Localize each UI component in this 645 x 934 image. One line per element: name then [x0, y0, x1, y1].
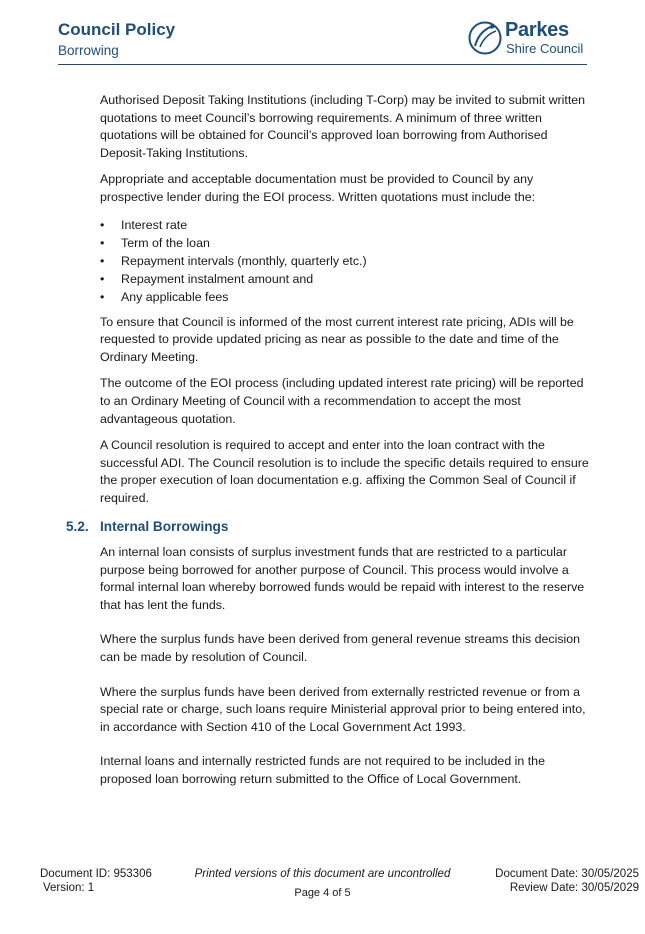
paragraph: The outcome of the EOI process (including updated interest rate pricing) will be reported to an Ordinary Meeting of Council with a recommendation to accept the most advantageous quotation. — [100, 376, 584, 426]
paragraph: Authorised Deposit Taking Institutions (including T-Corp) may be invited to submit written quotations to meet Council’s borrowing requirements. A minimum of three written quotations will be obtained for Council’s approved loan borrowing from Authorised Deposit-Taking Institutions. — [100, 93, 586, 160]
footer-right — [495, 867, 639, 895]
list-item: • Repayment instalment amount and — [100, 270, 590, 288]
logo-subtitle: Shire Council — [506, 41, 584, 56]
paragraph: Where the surplus funds have been derived from externally restricted revenue or from a special rate or charge, such loans require Ministerial approval prior to being entered into, in accordance with Section 410 of the Local Government Act 1993. — [100, 684, 586, 734]
header-divider — [58, 64, 587, 65]
paragraph: Where the surplus funds have been derived from general revenue streams this decision can be made by resolution of Council. — [100, 632, 581, 665]
list-item: • Any applicable fees — [100, 288, 590, 306]
paragraph: To ensure that Council is informed of the most current interest rate pricing, ADIs will be requested to provide updated pricing as near as possible to the date and time of the Ordinary Meeting. — [100, 314, 574, 364]
document-date: Document Date: 30/05/2025 — [495, 868, 639, 880]
header-subtitle: Borrowing — [58, 43, 119, 58]
header-title: Council Policy — [58, 20, 176, 39]
quotation-requirements-list — [100, 216, 590, 306]
section-number: 5.2. — [66, 518, 89, 534]
paragraph: An internal loan consists of surplus investment funds that are restricted to a particular purpose being borrowed for another purpose of Council. This process would involve a formal internal loan whereby borrowed funds would be repaid with interest to the reserve that has lent the funds. — [100, 545, 585, 612]
list-item: • Interest rate — [100, 216, 590, 234]
paragraph: Internal loans and internally restricted funds are not required to be included in the proposed loan borrowing return submitted to the Office of Local Government. — [100, 754, 545, 787]
logo-emblem-icon — [466, 18, 504, 56]
uncontrolled-notice: Printed versions of this document are uncontrolled — [194, 868, 451, 880]
section-heading — [66, 518, 590, 536]
paragraph: A Council resolution is required to accept and enter into the loan contract with the successful ADI. The Council resolution is to include the specific details required to ensure the proper execution of loan documentation e.g. affixing the Common Seal of Council if required. — [100, 438, 589, 505]
review-date: Review Date: 30/05/2029 — [509, 882, 639, 894]
paragraph: Appropriate and acceptable documentation must be provided to Council by any prospective lender during the EOI process. Written quotations must include the: — [100, 172, 536, 204]
parkes-shire-council-logo — [466, 18, 591, 58]
logo-name: Parkes — [505, 19, 569, 41]
document-body — [66, 92, 590, 798]
section-title: Internal Borrowings — [100, 518, 229, 534]
page-number: Page 4 of 5 — [294, 887, 351, 899]
list-item: • Term of the loan — [100, 234, 590, 252]
document-id: Document ID: 953306 — [40, 868, 152, 880]
list-item: • Repayment intervals (monthly, quarterly etc.) — [100, 252, 590, 270]
document-version: Version: 1 — [43, 882, 95, 894]
